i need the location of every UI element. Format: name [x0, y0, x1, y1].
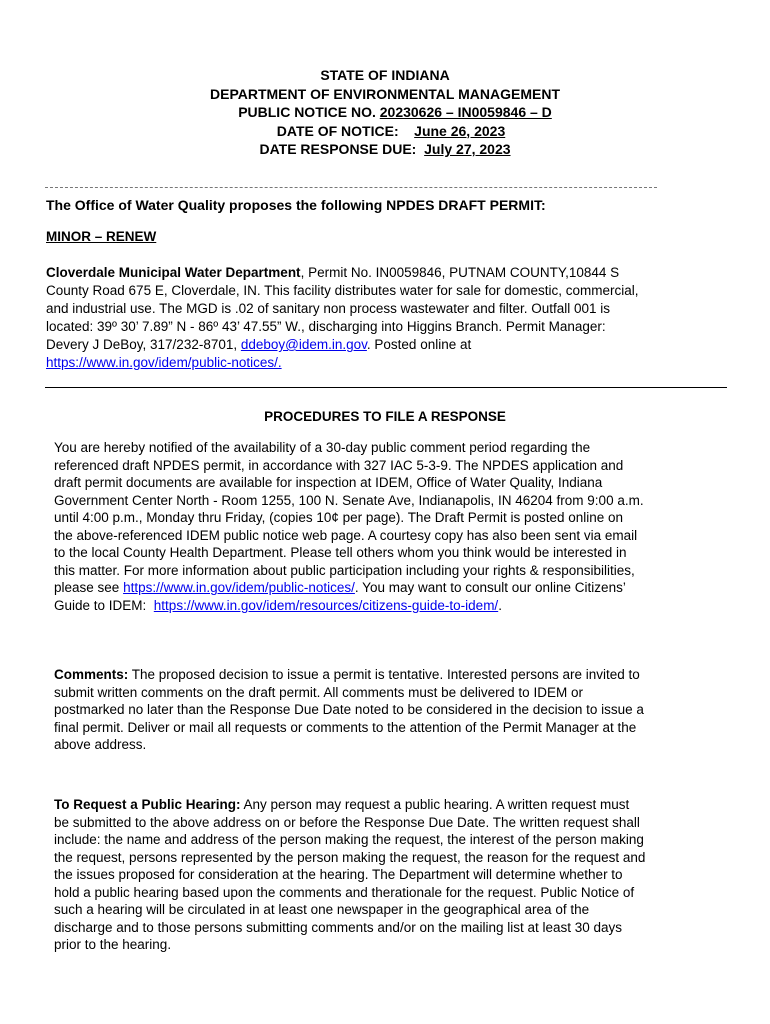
citizens-guide-link[interactable]: https://www.in.gov/idem/resources/citizens-guide-to-idem/ — [153, 597, 499, 613]
permit-line-4: located: 39º 30’ 7.89” N - 86º 43’ 47.55” W., discharging into Higgins Branch. Permit Manager: — [46, 319, 606, 334]
header-date-of-notice — [0, 122, 770, 141]
hearing-line-1-text: Any person may request a public hearing. A written request must — [240, 797, 630, 812]
comments-line: above address. — [54, 737, 147, 752]
intro-statement: The Office of Water Quality proposes the following NPDES DRAFT PERMIT: — [46, 197, 546, 213]
hearing-line: include: the name and address of the person making the request, the interest of the person making — [54, 832, 644, 847]
availability-line — [54, 579, 734, 597]
posted-online-text: . Posted online at — [366, 337, 472, 352]
response-due-label: DATE RESPONSE DUE: — [259, 141, 425, 157]
guide-period: . — [498, 597, 502, 613]
hearing-label: To Request a Public Hearing: — [54, 797, 241, 812]
availability-line: draft permit documents are available for inspection at IDEM, Office of Water Quality, Indiana — [54, 475, 603, 490]
comments-paragraph — [54, 666, 734, 754]
availability-line: referenced draft NPDES permit, in accordance with 327 IAC 5-3-9. The NPDES application and — [54, 457, 624, 473]
permit-description — [46, 264, 726, 372]
availability-line: until 4:00 p.m., Monday thru Friday, (copies 10¢ per page). The Draft Permit is posted online on — [54, 510, 624, 525]
comments-label: Comments: — [54, 667, 129, 682]
public-notices-link[interactable]: https://www.in.gov/idem/public-notices/. — [46, 355, 282, 370]
permit-category: MINOR – RENEW — [46, 229, 157, 244]
dotted-divider — [45, 187, 657, 188]
permit-manager-text: Devery J DeBoy, 317/232-8701, — [46, 337, 241, 352]
permit-line-1-text: , Permit No. IN0059846, PUTNAM COUNTY,10844 S — [300, 265, 620, 280]
permit-line-6 — [46, 354, 726, 372]
availability-line: the above-referenced IDEM public notice web page. A courtesy copy has also been sent via email — [54, 527, 638, 543]
solid-divider — [45, 387, 727, 388]
availability-line: to the local County Health Department. Please tell others whom you think would be interested in — [54, 545, 627, 560]
header-date-response-due — [0, 140, 770, 159]
citizens-guide-intro-text: . You may want to consult our online Citizens’ — [354, 580, 626, 595]
availability-line — [54, 597, 734, 615]
permit-manager-email-link[interactable]: ddeboy@idem.in.gov — [240, 337, 367, 352]
permit-line-5 — [46, 336, 726, 354]
comments-line-1-text: The proposed decision to issue a permit is tentative. Interested persons are invited to — [128, 667, 640, 682]
permit-line-3: and industrial use. The MGD is .02 of sanitary non process wastewater and filter. Outfall 001 is — [46, 301, 611, 316]
notice-header — [0, 66, 770, 159]
comments-line — [54, 666, 734, 684]
guide-label-text: Guide to IDEM: — [54, 597, 154, 613]
header-state: STATE OF INDIANA — [320, 67, 450, 83]
comments-line: postmarked no later than the Response Due Date noted to be considered in the decision to issue a — [54, 702, 644, 717]
hearing-line: discharge and to those persons submitting comments and/or on the mailing list at least 30 days — [54, 919, 623, 935]
facility-name: Cloverdale Municipal Water Department — [46, 265, 301, 280]
comments-line: final permit. Deliver or mail all requests or comments to the attention of the Permit Manager at the — [54, 719, 637, 735]
hearing-line: the issues proposed for consideration at the hearing. The Department will determine whether to — [54, 867, 623, 882]
notice-number-value: 20230626 – IN0059846 – D — [379, 104, 552, 120]
hearing-line — [54, 796, 734, 814]
permit-line-1 — [46, 264, 726, 282]
availability-line: You are hereby notified of the availability of a 30-day public comment period regarding the — [54, 440, 591, 455]
hearing-line: such a hearing will be circulated in at least one newspaper in the geographical area of the — [54, 902, 590, 917]
hearing-line: be submitted to the above address on or before the Response Due Date. The written request shall — [54, 814, 640, 830]
header-notice-number — [0, 103, 770, 122]
header-department: DEPARTMENT OF ENVIRONMENTAL MANAGEMENT — [210, 85, 560, 102]
hearing-line: hold a public hearing based upon the comments and therationale for the request. Public Notice of — [54, 884, 635, 900]
availability-line: Government Center North - Room 1255, 100 N. Senate Ave, Indianapolis, IN 46204 from 9:00 a.m. — [54, 492, 644, 508]
date-of-notice-label: DATE OF NOTICE: — [276, 122, 415, 139]
date-of-notice-value: June 26, 2023 — [414, 122, 506, 139]
hearing-line: prior to the hearing. — [54, 937, 172, 952]
permit-line-2: County Road 675 E, Cloverdale, IN. This facility distributes water for sale for domestic, commercial, — [46, 283, 639, 298]
please-see-text: please see — [54, 580, 124, 595]
public-notices-link-2[interactable]: https://www.in.gov/idem/public-notices/ — [123, 580, 355, 595]
availability-paragraph — [54, 439, 734, 614]
hearing-line: the request, persons represented by the person making the request, the reason for the request and — [54, 849, 646, 865]
notice-number-label: PUBLIC NOTICE NO. — [238, 104, 380, 120]
hearing-paragraph — [54, 796, 734, 954]
comments-line: submit written comments on the draft permit. All comments must be delivered to IDEM or — [54, 684, 583, 700]
procedures-title: PROCEDURES TO FILE A RESPONSE — [264, 409, 506, 424]
response-due-value: July 27, 2023 — [424, 141, 511, 157]
availability-line: this matter. For more information about public participation including your rights & responsibilities, — [54, 562, 635, 578]
